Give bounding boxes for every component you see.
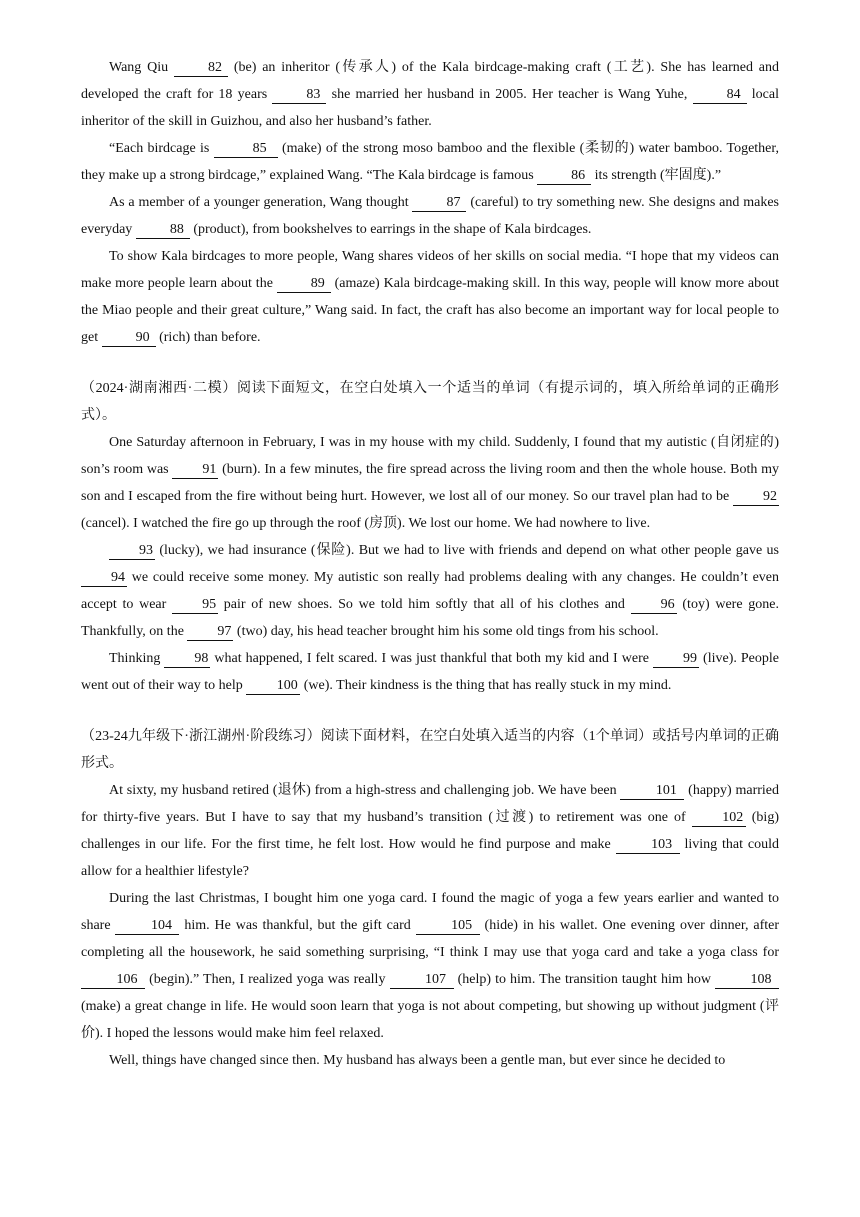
answer-blank-87[interactable]: 87 [412, 194, 466, 212]
answer-blank-98[interactable]: 98 [164, 650, 210, 668]
answer-blank-83[interactable]: 83 [272, 86, 326, 104]
answer-blank-104[interactable]: 104 [115, 917, 179, 935]
answer-blank-89[interactable]: 89 [277, 275, 331, 293]
answer-blank-85[interactable]: 85 [214, 140, 278, 158]
answer-blank-90[interactable]: 90 [102, 329, 156, 347]
section-instructions: （23-24九年级下·浙江湖州·阶段练习）阅读下面材料，在空白处填入适当的内容（1个单词）或括号内单词的正确形式。 [81, 729, 779, 771]
answer-blank-82[interactable]: 82 [174, 59, 228, 77]
answer-blank-88[interactable]: 88 [136, 221, 190, 239]
paragraph: Thinking 98 what happened, I felt scared. I was just thankful that both my kid and I were 99 (live). People went out of their way to help 100 (we). Their kindness is the thing that has really stuck in my mind. [81, 651, 779, 693]
answer-blank-107[interactable]: 107 [390, 971, 454, 989]
answer-blank-103[interactable]: 103 [616, 836, 680, 854]
paragraph: Wang Qiu 82 (be) an inheritor (传承人) of the Kala birdcage-making craft (工艺). She has learned and developed the craft for 18 years 83 she married her husband in 2005. Her teacher is Wang Yuhe, 84 local inheritor of the skill in Guizhou, and also her husband’s father. [81, 60, 779, 129]
paragraph: At sixty, my husband retired (退休) from a high-stress and challenging job. We have been 101 (happy) married for thirty-five years. But I have to say that my husband’s transition (过渡) to retirement was one of 102 (big) challenges in our life. For the first time, he felt lost. How would he find purpose and make 103 living that could allow for a healthier lifestyle? [81, 783, 780, 879]
answer-blank-95[interactable]: 95 [172, 596, 218, 614]
answer-blank-97[interactable]: 97 [187, 623, 233, 641]
answer-blank-108[interactable]: 108 [715, 971, 779, 989]
answer-blank-100[interactable]: 100 [246, 677, 300, 695]
paragraph: “Each birdcage is 85 (make) of the strong moso bamboo and the flexible (柔韧的) water bamboo. Together, they make up a strong birdcage,” explained Wang. “The Kala birdcage is famous 86 its strength (牢固度).” [81, 141, 779, 183]
answer-blank-91[interactable]: 91 [172, 461, 218, 479]
answer-blank-105[interactable]: 105 [416, 917, 480, 935]
answer-blank-102[interactable]: 102 [692, 809, 746, 827]
paragraph: As a member of a younger generation, Wang thought 87 (careful) to try something new. She designs and makes everyday 88 (product), from bookshelves to earrings in the shape of Kala birdcages. [81, 195, 779, 237]
answer-blank-92[interactable]: 92 [733, 488, 779, 506]
answer-blank-93[interactable]: 93 [109, 542, 155, 560]
answer-blank-96[interactable]: 96 [631, 596, 677, 614]
paragraph: During the last Christmas, I bought him one yoga card. I found the magic of yoga a few years earlier and wanted to share 104 him. He was thankful, but the gift card 105 (hide) in his wallet. One evening over dinner, after completing all the housework, he said something surprising, “I think I may use that yoga card and take a yoga class for 106 (begin).” Then, I realized yoga was really 107 (help) to him. The transition taught him how 108 (make) a great change in life. He would soon learn that yoga is not about competing, but showing up without judgment (评价). I hoped the lessons would make him feel relaxed. [81, 891, 779, 1041]
answer-blank-84[interactable]: 84 [693, 86, 747, 104]
answer-blank-99[interactable]: 99 [653, 650, 699, 668]
answer-blank-86[interactable]: 86 [537, 167, 591, 185]
paragraph: Well, things have changed since then. My husband has always been a gentle man, but ever since he decided to [109, 1053, 726, 1068]
section-instructions: （2024·湖南湘西·二模）阅读下面短文，在空白处填入一个适当的单词（有提示词的，填入所给单词的正确形式）。 [81, 381, 779, 423]
answer-blank-94[interactable]: 94 [81, 569, 127, 587]
paragraph: To show Kala birdcages to more people, Wang shares videos of her skills on social media. “I hope that my videos can make more people learn about the 89 (amaze) Kala birdcage-making skill. In this way, people will know more about the Miao people and their great culture,” Wang said. In fact, the craft has also become an important way for local people to get 90 (rich) than before. [81, 249, 780, 345]
paragraph: One Saturday afternoon in February, I was in my house with my child. Suddenly, I found that my autistic (自闭症的) son’s room was 91 (burn). In a few minutes, the fire spread across the living room and then the whole house. Both my son and I escaped from the fire without being hurt. However, we lost all of our money. So our travel plan had to be 92 (cancel). I watched the fire go up through the roof (房顶). We lost our home. We had nowhere to live. [81, 435, 779, 531]
paragraph: 93 (lucky), we had insurance (保险). But we had to live with friends and depend on what other people gave us 94 we could receive some money. My autistic son really had problems dealing with any changes. He couldn’t even accept to wear 95 pair of new shoes. So we told him softly that all of his clothes and 96 (toy) were gone. Thankfully, on the 97 (two) day, his head teacher brought him his some old tings from his school. [81, 543, 779, 639]
document-page [81, 54, 779, 1074]
answer-blank-106[interactable]: 106 [81, 971, 145, 989]
answer-blank-101[interactable]: 101 [620, 782, 684, 800]
